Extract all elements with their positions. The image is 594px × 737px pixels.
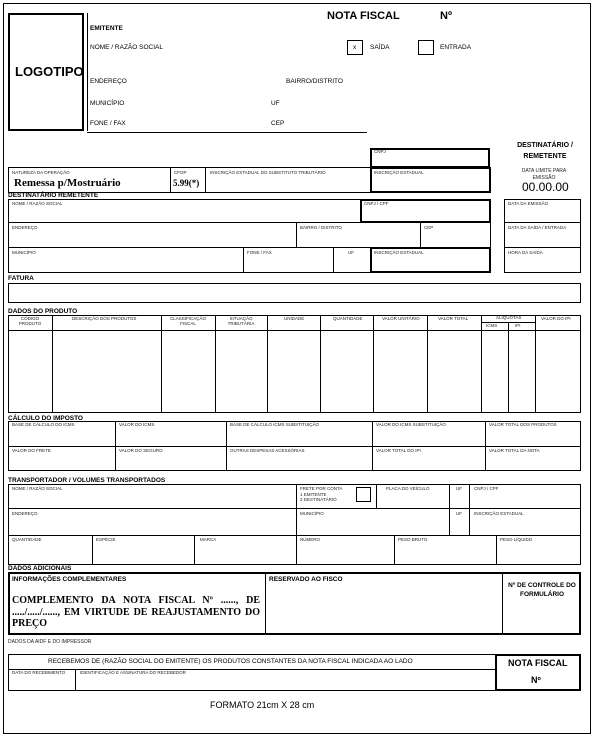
imp-outras: OUTRAS DESPESAS ACESSÓRIAS [230, 448, 305, 453]
col-classificacao-text: CLASSIFICAÇÃO FISCAL [169, 316, 206, 326]
dest-div-cep [420, 222, 421, 247]
imp-div-3 [372, 421, 373, 471]
ie-subst-label: INSCRIÇÃO ESTADUAL DO SUBSTITUTO TRIBUTÁRIO [210, 170, 326, 175]
dest-endereco-label: ENDEREÇO [12, 225, 38, 230]
dest-rem-title-text: DESTINATÁRIO / REMETENTE [517, 142, 573, 160]
nota-fiscal-title: NOTA FISCAL [327, 10, 400, 22]
emitente-divider [87, 13, 88, 131]
emitente-nome-label: NOME / RAZÃO SOCIAL [90, 44, 163, 51]
imp-valor-icms: VALOR DO ICMS [119, 422, 155, 427]
aidf-label: DADOS DA AIDF E DO IMPRESSOR [8, 639, 92, 645]
dates-line-1 [504, 222, 581, 223]
transp-div-placa [376, 484, 377, 508]
prod-col-div-3 [215, 315, 216, 413]
logo-text: LOGOTIPO [15, 64, 84, 79]
imp-base-subst: BASE DE CÁLCULO ICMS SUBSTITUIÇÃO [230, 422, 320, 427]
cfop-label: CFOP [174, 170, 187, 175]
col-valor-unitario: VALOR UNITÁRIO [382, 316, 420, 321]
natureza-divider-2 [205, 167, 206, 193]
prod-col-div-1 [52, 315, 53, 413]
data-saida-label: DATA DA SAÍDA / ENTRADA [508, 225, 567, 230]
dest-rem-title [510, 141, 580, 162]
transp-peso-bruto: PESO BRUTO [398, 537, 428, 542]
transp-frete-text: FRETE POR CONTA 1 EMITENTE 2 DESTINATÁRIO [300, 486, 343, 503]
imp-base-icms: BASE DE CÁLCULO DO ICMS [12, 422, 75, 427]
controle-text: Nº DE CONTROLE DO FORMULÁRIO [508, 582, 576, 598]
prod-col-div-6 [373, 315, 374, 413]
transp-peso-liquido: PESO LÍQUIDO [500, 537, 533, 542]
col-situacao-text: SITUAÇÃO TRIBUTÁRIA [227, 316, 255, 326]
adicionais-section-title: DADOS ADICIONAIS [8, 565, 72, 572]
col-aliquota-ipi: IPI [515, 323, 521, 328]
transp-uf2: UF [456, 511, 462, 516]
imp-frete: VALOR DO FRETE [12, 448, 51, 453]
imp-total-nota: VALOR TOTAL DA NOTA [489, 448, 540, 453]
prod-col-div-2 [161, 315, 162, 413]
transp-div-peso-bruto [394, 535, 395, 565]
col-aliquota-icms: ICMS [486, 323, 498, 328]
data-emissao-label: DATA DA EMISSÃO [508, 201, 549, 206]
transp-div-cnpj [469, 484, 470, 535]
prod-col-div-9 [508, 322, 509, 413]
dest-fone-label: FONE / FAX [247, 250, 272, 255]
transp-div-marca [194, 535, 195, 565]
transp-cnpj: CNPJ / CPF [474, 486, 499, 491]
frete-checkbox[interactable] [356, 487, 371, 502]
ie-label: INSCRIÇÃO ESTADUAL [374, 170, 424, 175]
dates-line-2 [504, 247, 581, 248]
identificacao-recebedor-label: IDENTIFICAÇÃO E ASSINATURA DO RECEBEDOR [80, 670, 186, 675]
dest-div-fone [243, 247, 244, 273]
imp-div-2 [226, 421, 227, 471]
emitente-label: EMITENTE [90, 25, 123, 32]
hora-saida-label: HORA DA SAÍDA [508, 250, 543, 255]
col-descricao: DESCRIÇÃO DOS PRODUTOS [72, 316, 137, 321]
imp-valor-subst: VALOR DO ICMS SUBSTITUIÇÃO [376, 422, 446, 427]
col-quantidade: QUANTIDADE [333, 316, 363, 321]
transp-uf: UF [456, 486, 462, 491]
prod-col-div-8 [481, 315, 482, 413]
transp-quantidade: QUANTIDADE [12, 537, 42, 542]
transp-ie: INSCRIÇÃO ESTADUAL [474, 511, 524, 516]
adic-div-2 [502, 572, 503, 635]
natureza-value: Remessa p/Mostruário [14, 177, 121, 189]
data-limite-value: 00.00.00 [522, 180, 569, 194]
transp-div-frete [296, 484, 297, 535]
header-bottom-line [87, 132, 367, 133]
transp-especie: ESPÉCIE [96, 537, 116, 542]
adic-div-1 [265, 572, 266, 635]
dest-div-bairro [296, 222, 297, 247]
prod-col-div-7 [427, 315, 428, 413]
transp-div-numero [296, 535, 297, 565]
dest-nome-label: NOME / RAZÃO SOCIAL [12, 201, 63, 206]
col-aliquotas: ALÍQUOTAS [496, 315, 522, 320]
canhoto-numero: Nº [531, 675, 541, 685]
transportador-section-title: TRANSPORTADOR / VOLUMES TRANSPORTADOS [8, 477, 166, 484]
info-complementares-text [12, 595, 260, 630]
prod-col-div-5 [320, 315, 321, 413]
transp-endereco: ENDEREÇO [12, 511, 38, 516]
imp-total-produtos: VALOR TOTAL DOS PRODUTOS [489, 422, 557, 427]
emitente-bairro-label: BAIRRO/DISTRITO [286, 78, 343, 85]
reservado-fisco-label: RESERVADO AO FISCO [269, 576, 343, 583]
imp-div-4 [485, 421, 486, 471]
transp-div-peso-liquido [496, 535, 497, 565]
col-codigo-text: CÓDIGO PRODUTO [18, 316, 42, 326]
fatura-box [8, 283, 581, 303]
cnpj-label: CNPJ [374, 149, 386, 154]
dest-bairro-label: BAIRRO / DISTRITO [300, 225, 342, 230]
transp-line-1 [8, 508, 581, 509]
destinatario-section-title: DESTINATÁRIO REMETENTE [8, 192, 99, 199]
dest-div-uf [333, 247, 334, 273]
entrada-checkbox[interactable] [418, 40, 434, 55]
imposto-section-title: CÁLCULO DO IMPOSTO [8, 415, 83, 422]
col-unidade: UNIDADE [284, 316, 305, 321]
imp-total-ipi: VALOR TOTAL DO IPI [376, 448, 421, 453]
col-valor-ipi: VALOR DO IPI [541, 316, 571, 321]
canhoto-nota-fiscal: NOTA FISCAL [508, 658, 568, 668]
nota-fiscal-number-label: Nº [440, 10, 452, 22]
entrada-label: ENTRADA [440, 44, 472, 51]
prod-col-div-4 [267, 315, 268, 413]
transp-placa: PLACA DO VEÍCULO [386, 486, 430, 491]
recebemos-text: RECEBEMOS DE (RAZÃO SOCIAL DO EMITENTE) OS PRODUTOS CONSTANTES DA NOTA FISCAL INDICADA AO LADO [48, 658, 413, 665]
emitente-fone-label: FONE / FAX [90, 120, 126, 127]
saida-label: SAÍDA [370, 44, 390, 51]
controle-formulario-label [506, 582, 578, 600]
data-limite-text: DATA LIMITE PARA EMISSÃO [521, 168, 567, 181]
col-situacao [218, 317, 264, 326]
dates-box [504, 199, 581, 273]
dest-ie-label: INSCRIÇÃO ESTADUAL [374, 250, 424, 255]
produtos-header-line [8, 330, 581, 331]
natureza-divider-1 [170, 167, 171, 193]
dest-municipio-label: MUNICÍPIO [12, 250, 36, 255]
transp-municipio: MUNICÍPIO [300, 511, 324, 516]
prod-col-div-10 [535, 315, 536, 413]
transp-numero: NÚMERO [300, 537, 320, 542]
natureza-label: NATUREZA DA OPERAÇÃO [12, 170, 70, 175]
produtos-section-title: DADOS DO PRODUTO [8, 308, 78, 315]
emitente-endereco-label: ENDEREÇO [90, 78, 127, 85]
transp-div-especie [92, 535, 93, 565]
dest-cep-label: CEP [424, 225, 434, 230]
info-complementares-label: INFORMAÇÕES COMPLEMENTARES [12, 576, 127, 583]
transp-marca: MARCA [200, 537, 217, 542]
emitente-municipio-label: MUNICÍPIO [90, 100, 125, 107]
col-valor-total: VALOR TOTAL [438, 316, 469, 321]
col-classificacao [164, 317, 212, 326]
cnpj-box [370, 148, 490, 168]
col-codigo [10, 317, 50, 326]
imp-seguro: VALOR DO SEGURO [119, 448, 163, 453]
info-text-span: COMPLEMENTO DA NOTA FISCAL Nº ......, DE ...../...../......, EM VIRTUDE DE REAJUSTAMENTO DO PREÇO [12, 595, 260, 629]
fatura-section-title: FATURA [8, 275, 34, 282]
transp-frete [300, 486, 342, 503]
dest-uf-label: UF [348, 250, 354, 255]
dest-cnpj-label: CNPJ / CPF [364, 201, 389, 206]
transp-nome: NOME / RAZÃO SOCIAL [12, 486, 63, 491]
formato-text: FORMATO 21cm X 28 cm [210, 700, 315, 710]
imp-div-1 [115, 421, 116, 471]
saida-checkbox-mark: x [353, 44, 357, 51]
imposto-mid-line [8, 446, 581, 447]
emitente-uf-label: UF [271, 100, 280, 107]
data-recebimento-label: DATA DO RECEBIMENTO [12, 670, 66, 675]
cfop-value: 5.99(*) [173, 178, 200, 188]
transp-div-uf [449, 484, 450, 535]
emitente-cep-label: CEP [271, 120, 285, 127]
canhoto-div-ident [75, 669, 76, 691]
